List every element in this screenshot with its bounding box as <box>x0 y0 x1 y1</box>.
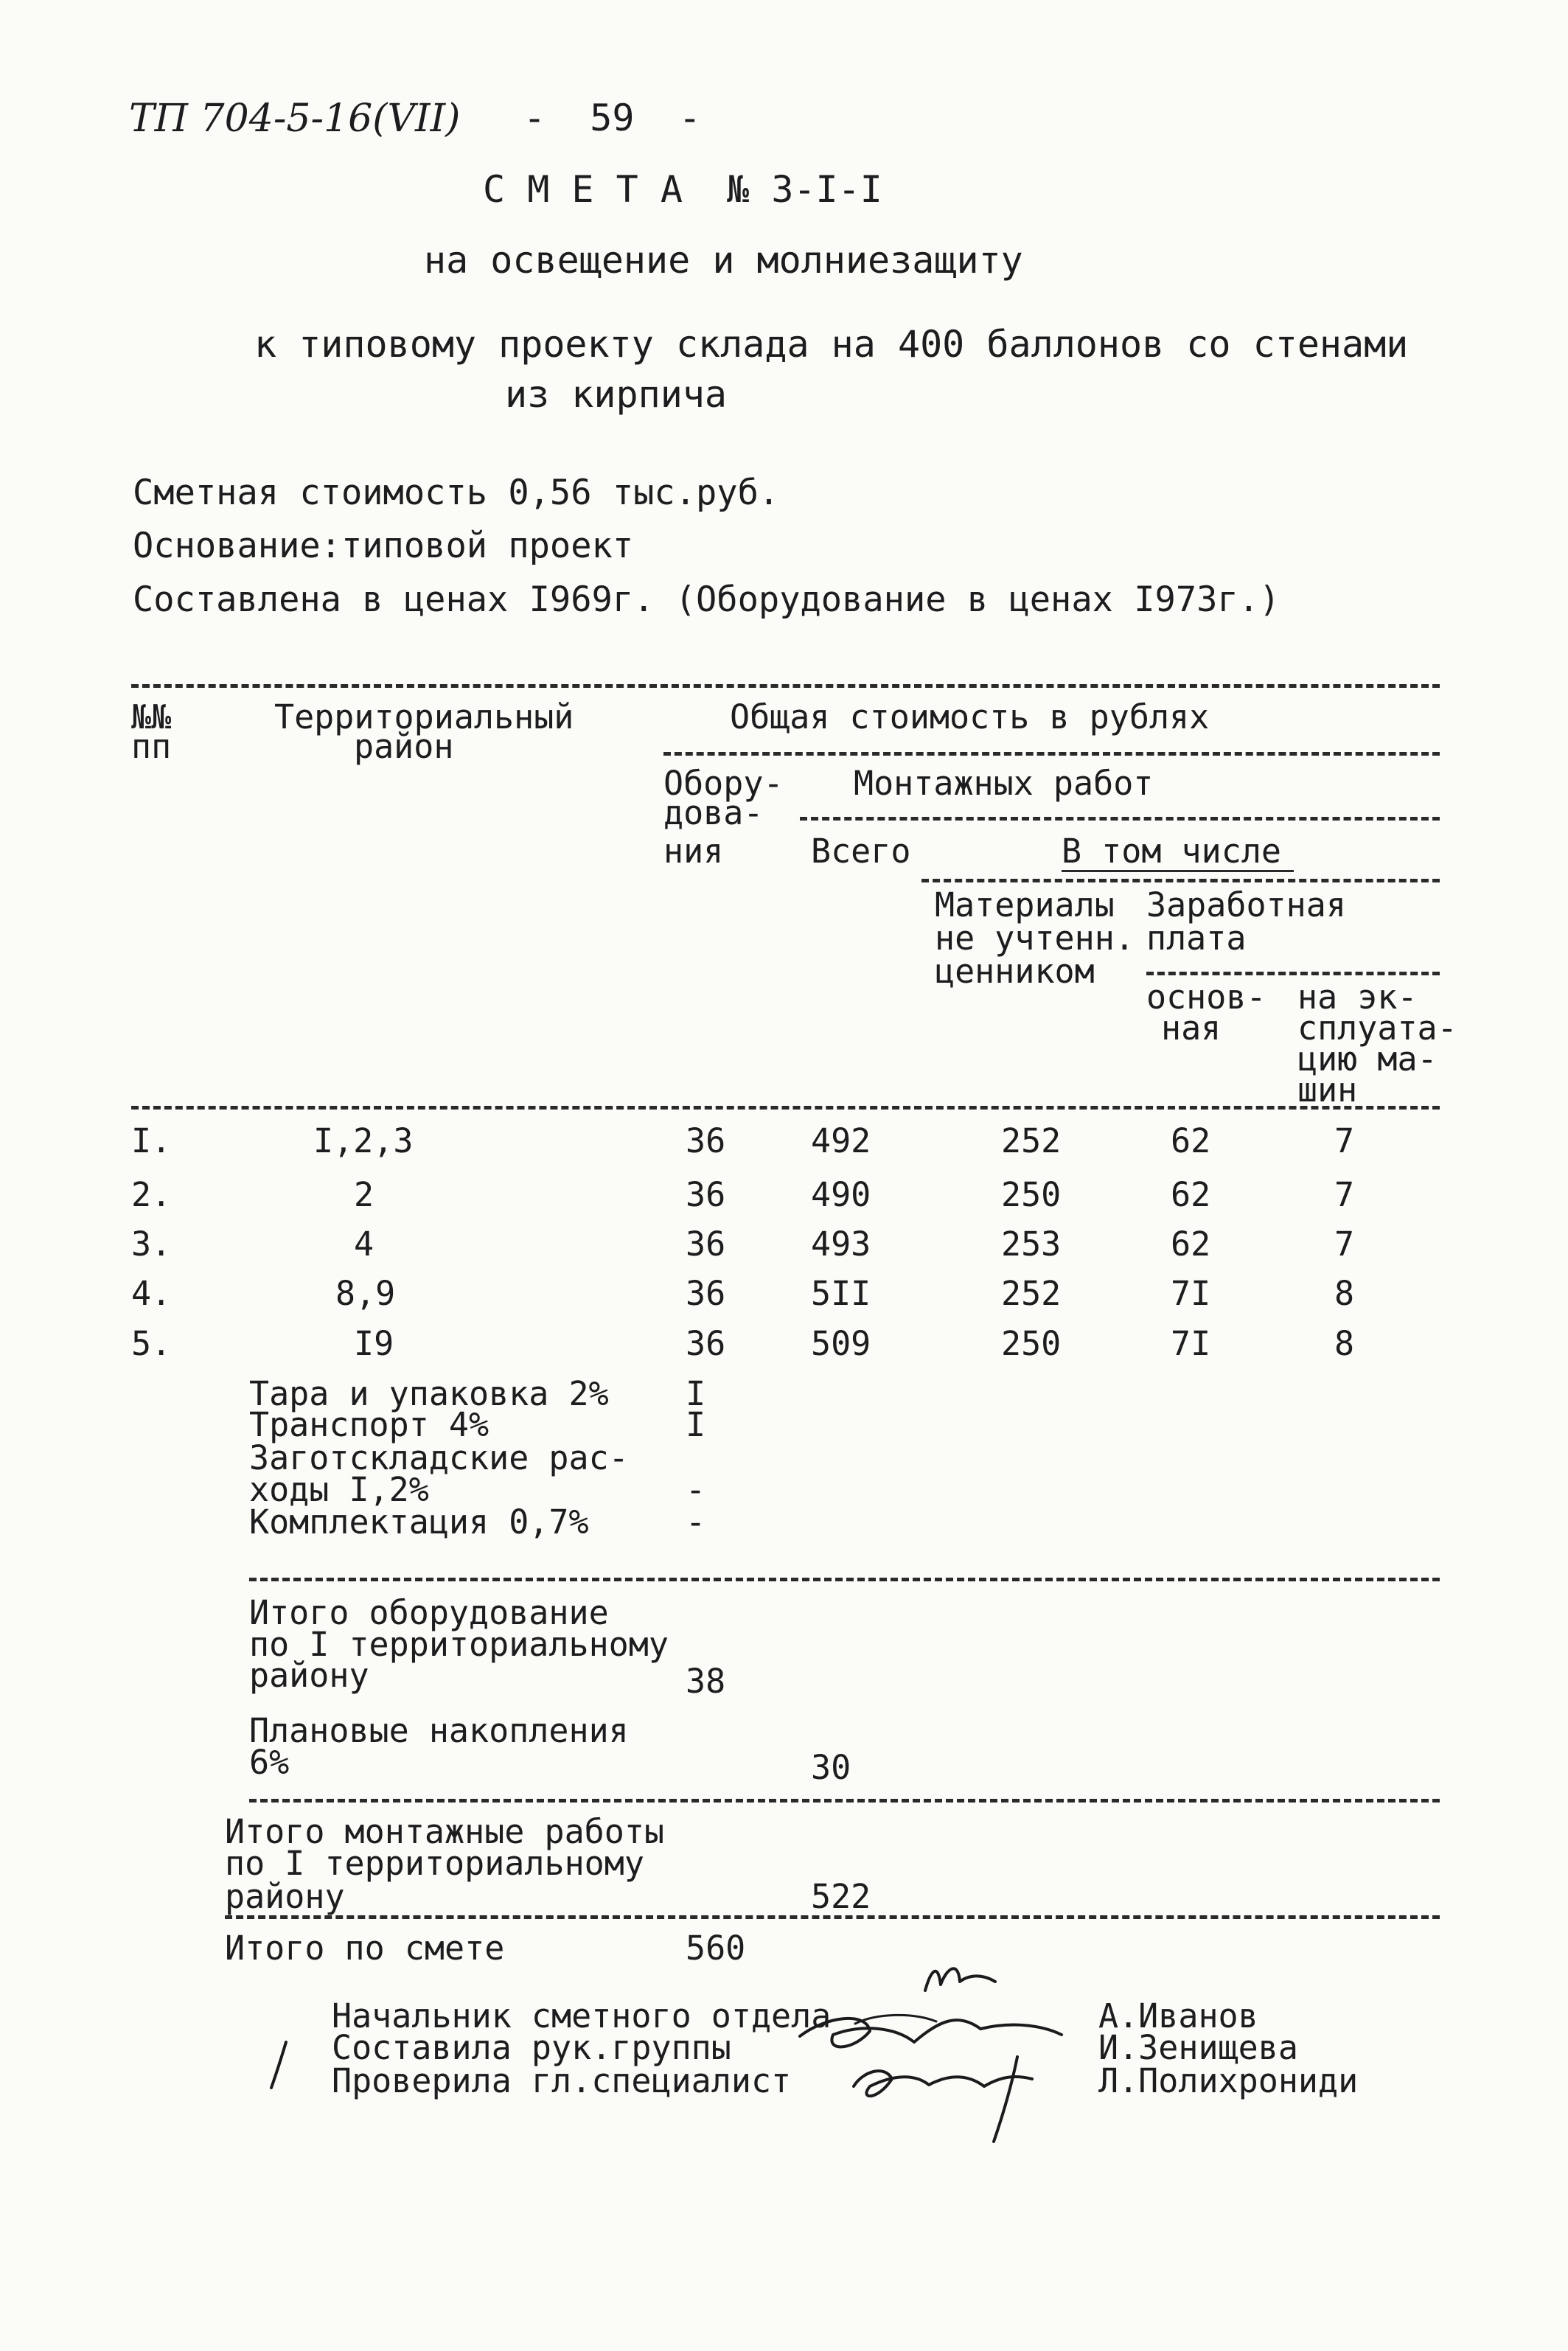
col-wages-header: Заработная <box>1146 885 1346 924</box>
signatory-role: Начальник сметного отдела <box>332 1996 832 2035</box>
row-machine-wages: 8 <box>1334 1324 1355 1363</box>
row-materials: 252 <box>1001 1121 1062 1160</box>
equipment-total-label: по I территориальному <box>249 1625 669 1664</box>
row-equipment: 36 <box>686 1121 726 1160</box>
row-basic-wages: 62 <box>1171 1175 1211 1214</box>
document-subtitle: на освещение и молниезащиту <box>424 239 1023 282</box>
installation-total-label: району <box>225 1877 345 1916</box>
surcharge-value: - <box>686 1470 706 1509</box>
row-installation-total: 493 <box>811 1225 871 1264</box>
col-equipment-header: ния <box>663 832 724 871</box>
row-basic-wages: 62 <box>1171 1121 1211 1160</box>
row-installation-total: 509 <box>811 1324 871 1363</box>
col-total-cost-header: Общая стоимость в рублях <box>730 697 1210 736</box>
col-equipment-header: дова- <box>663 793 764 832</box>
row-installation-total: 490 <box>811 1175 871 1214</box>
row-equipment: 36 <box>686 1324 726 1363</box>
col-materials-header: не учтенн. <box>935 919 1135 958</box>
row-basic-wages: 62 <box>1171 1225 1211 1264</box>
row-basic-wages: 7I <box>1171 1324 1211 1363</box>
row-materials: 253 <box>1001 1225 1062 1264</box>
signatory-name: И.Зенищева <box>1098 2028 1298 2067</box>
signatory-role: Проверила гл.специалист <box>332 2061 792 2100</box>
col-including-header: В том числе <box>1062 832 1282 871</box>
col-num-header: №№ <box>131 697 172 736</box>
row-materials: 250 <box>1001 1324 1062 1363</box>
surcharge-label: ходы I,2% <box>249 1470 429 1509</box>
row-machine-wages: 7 <box>1334 1175 1355 1214</box>
row-num: 4. <box>131 1274 172 1313</box>
signatory-name: Л.Полихрониди <box>1098 2061 1359 2100</box>
surcharge-value: I <box>686 1405 706 1444</box>
doc-code: ТП 704-5-16(VII) <box>129 97 461 141</box>
surcharge-label: Заготскладские рас- <box>249 1438 629 1477</box>
col-machines-header: сплуата- <box>1297 1009 1457 1048</box>
planned-savings-value: 30 <box>811 1748 851 1787</box>
row-machine-wages: 7 <box>1334 1121 1355 1160</box>
surcharge-label: Транспорт 4% <box>249 1405 489 1444</box>
row-basic-wages: 7I <box>1171 1274 1211 1313</box>
row-region: I9 <box>354 1324 394 1363</box>
signatory-name: А.Иванов <box>1098 1996 1258 2035</box>
row-equipment: 36 <box>686 1225 726 1264</box>
page-number: - 59 - <box>523 97 701 139</box>
surcharge-label: Комплектация 0,7% <box>249 1502 589 1542</box>
planned-savings-label: Плановые накопления <box>249 1711 629 1750</box>
col-wages-header: плата <box>1146 919 1247 958</box>
installation-total-label: по I территориальному <box>225 1844 644 1883</box>
basis: Основание:типовой проект <box>133 526 634 566</box>
row-num: I. <box>131 1121 172 1160</box>
project-line-2: из кирпича <box>505 373 728 416</box>
row-region: 8,9 <box>335 1274 396 1313</box>
equipment-total-label: Итого оборудование <box>249 1593 609 1632</box>
col-materials-header: ценником <box>935 952 1095 991</box>
col-region-header: район <box>354 727 454 766</box>
col-region-header: Территориальный <box>274 697 574 736</box>
row-region: I,2,3 <box>313 1121 414 1160</box>
col-materials-header: Материалы <box>935 885 1115 924</box>
document-title: С М Е Т А № 3-I-I <box>483 168 882 211</box>
row-installation-total: 5II <box>811 1274 871 1313</box>
col-machines-header: шин <box>1297 1070 1358 1110</box>
equipment-total-value: 38 <box>686 1662 726 1701</box>
col-machines-header: цию ма- <box>1297 1039 1438 1079</box>
grand-total-value: 560 <box>686 1929 746 1968</box>
row-machine-wages: 8 <box>1334 1274 1355 1313</box>
surcharge-label: Тара и упаковка 2% <box>249 1374 609 1413</box>
surcharge-value: I <box>686 1374 706 1413</box>
grand-total-label: Итого по смете <box>225 1929 505 1968</box>
price-basis: Составлена в ценах I969г. (Оборудование в ценах I973г.) <box>133 579 1280 620</box>
row-machine-wages: 7 <box>1334 1225 1355 1264</box>
row-installation-total: 492 <box>811 1121 871 1160</box>
col-installation-total-header: Всего <box>811 832 911 871</box>
row-region: 4 <box>354 1225 374 1264</box>
col-machines-header: на эк- <box>1297 978 1418 1017</box>
equipment-total-label: району <box>249 1656 369 1695</box>
installation-total-value: 522 <box>811 1877 871 1916</box>
estimated-cost: Сметная стоимость 0,56 тыс.руб. <box>133 473 780 513</box>
col-basic-header: основ- <box>1146 978 1266 1017</box>
col-num-header: пп <box>131 727 172 766</box>
row-equipment: 36 <box>686 1274 726 1313</box>
row-equipment: 36 <box>686 1175 726 1214</box>
project-line-1: к типовому проекту склада на 400 баллонов со стенами <box>254 323 1409 366</box>
row-num: 2. <box>131 1175 172 1214</box>
planned-savings-label: 6% <box>249 1743 290 1782</box>
col-equipment-header: Обору- <box>663 764 784 803</box>
signatory-role: Составила рук.группы <box>332 2028 731 2067</box>
installation-total-label: Итого монтажные работы <box>225 1812 665 1851</box>
row-num: 3. <box>131 1225 172 1264</box>
row-materials: 250 <box>1001 1175 1062 1214</box>
col-basic-header: ная <box>1161 1009 1222 1048</box>
row-materials: 252 <box>1001 1274 1062 1313</box>
col-installation-header: Монтажных работ <box>854 764 1154 803</box>
row-num: 5. <box>131 1324 172 1363</box>
row-region: 2 <box>354 1175 374 1214</box>
surcharge-value: - <box>686 1502 706 1542</box>
